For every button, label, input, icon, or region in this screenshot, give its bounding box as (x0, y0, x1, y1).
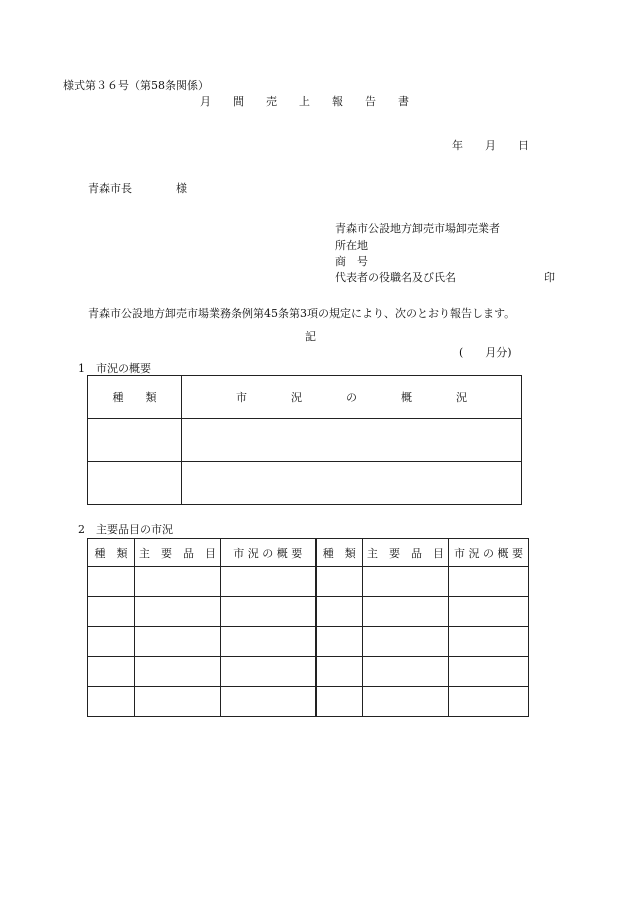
page-title: 月 間 売 上 報 告 書 (200, 95, 409, 108)
cell[interactable] (135, 597, 221, 627)
cell[interactable] (316, 597, 363, 627)
header-type: 種 類 (88, 376, 182, 419)
type-cell[interactable] (88, 419, 182, 462)
cell[interactable] (88, 597, 135, 627)
cell[interactable] (449, 567, 529, 597)
table-row (88, 597, 529, 627)
cell[interactable] (316, 627, 363, 657)
cell[interactable] (135, 687, 221, 717)
cell[interactable] (363, 597, 449, 627)
cell[interactable] (221, 567, 316, 597)
header-market-summary-right: 市 況 の 概 要 (449, 539, 529, 567)
month-field: ( 月分) (459, 346, 512, 359)
addressee: 青森市長 様 (88, 182, 187, 195)
cell[interactable] (221, 597, 316, 627)
header-market-summary-left: 市 況 の 概 要 (221, 539, 316, 567)
cell[interactable] (88, 657, 135, 687)
overview-cell[interactable] (182, 462, 522, 505)
header-major-item-right: 主 要 品 目 (363, 539, 449, 567)
cell[interactable] (316, 657, 363, 687)
overview-cell[interactable] (182, 419, 522, 462)
report-statement: 青森市公設地方卸売市場業務条例第45条第3項の規定により、次のとおり報告します。 (88, 307, 516, 320)
table-row (88, 567, 529, 597)
date-line: 年 月 日 (452, 139, 529, 152)
type-cell[interactable] (88, 462, 182, 505)
major-items-table (87, 538, 529, 717)
seal-mark: 印 (544, 271, 555, 284)
header-type-left: 種 類 (88, 539, 135, 567)
table-row (88, 657, 529, 687)
market-overview-table (87, 375, 522, 505)
table-row (88, 419, 522, 462)
table-row (88, 627, 529, 657)
header-overview: 市 況 の 概 況 (182, 376, 522, 419)
table-row (88, 462, 522, 505)
cell[interactable] (88, 687, 135, 717)
cell[interactable] (135, 627, 221, 657)
cell[interactable] (135, 657, 221, 687)
cell[interactable] (88, 627, 135, 657)
section2-heading: 2 主要品目の市況 (78, 523, 173, 536)
sender-trade-name-label: 商 号 (335, 255, 368, 268)
cell[interactable] (449, 657, 529, 687)
section1-heading: 1 市況の概要 (78, 362, 151, 375)
cell[interactable] (221, 627, 316, 657)
form-number: 様式第３６号（第58条関係） (63, 79, 209, 92)
cell[interactable] (363, 627, 449, 657)
cell[interactable] (135, 567, 221, 597)
header-type-right: 種 類 (316, 539, 363, 567)
header-major-item-left: 主 要 品 目 (135, 539, 221, 567)
sender-address-label: 所在地 (335, 239, 368, 252)
cell[interactable] (316, 687, 363, 717)
cell[interactable] (363, 687, 449, 717)
table-header-row (88, 539, 529, 567)
cell[interactable] (449, 687, 529, 717)
table-header-row (88, 376, 522, 419)
cell[interactable] (363, 657, 449, 687)
cell[interactable] (449, 597, 529, 627)
table-row (88, 687, 529, 717)
sender-company-type: 青森市公設地方卸売市場卸売業者 (335, 222, 500, 235)
cell[interactable] (88, 567, 135, 597)
ki-label: 記 (305, 330, 316, 343)
cell[interactable] (221, 687, 316, 717)
cell[interactable] (363, 567, 449, 597)
sender-representative-label: 代表者の役職名及び氏名 (335, 271, 456, 284)
cell[interactable] (221, 657, 316, 687)
cell[interactable] (449, 627, 529, 657)
cell[interactable] (316, 567, 363, 597)
